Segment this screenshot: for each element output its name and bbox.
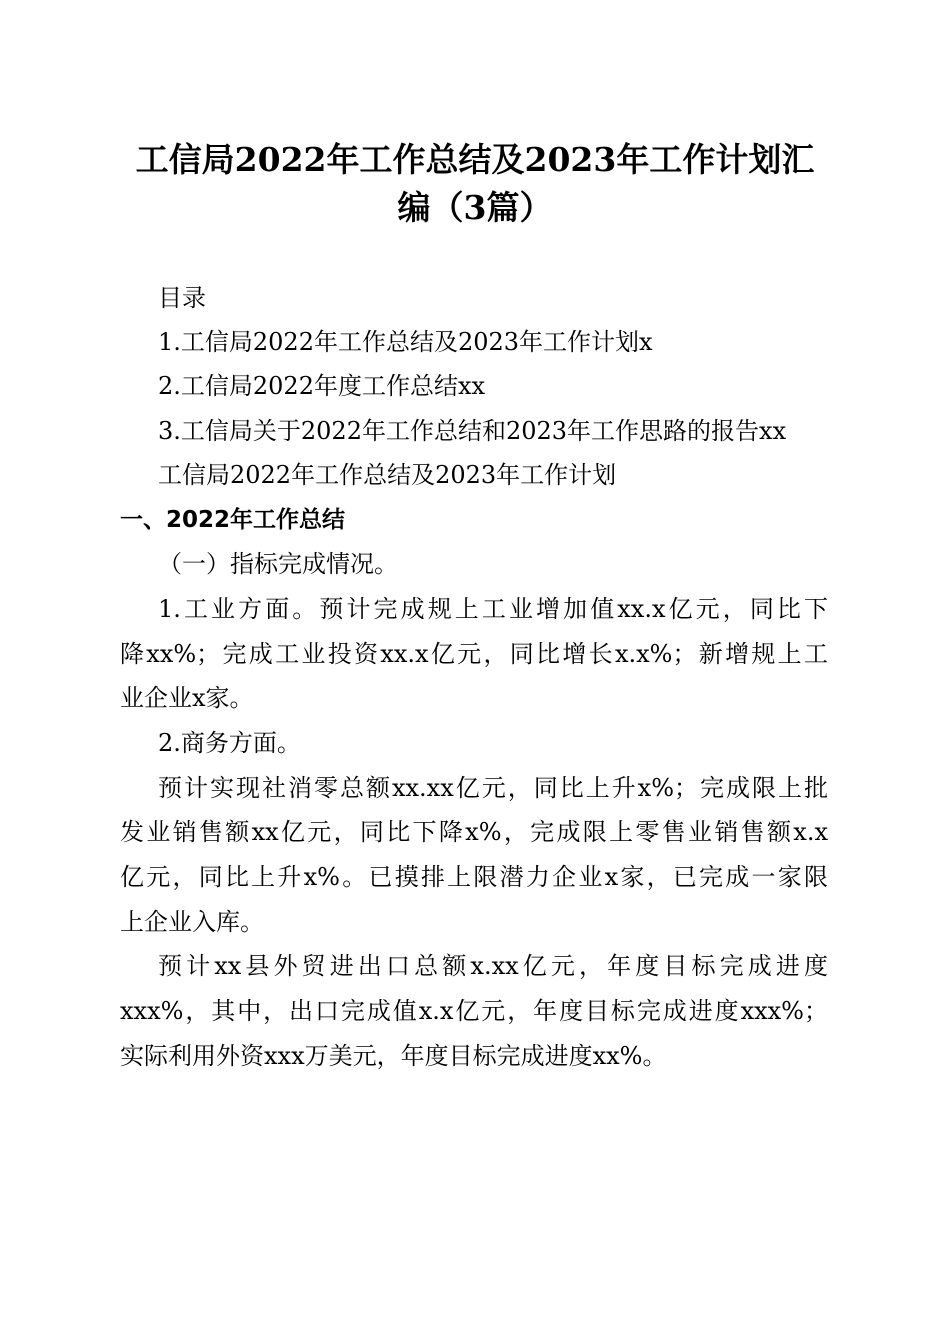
heading-level-1: 一、2022年工作总结 xyxy=(120,507,346,533)
paragraph-2-line-3: 亿元，同比上升x%。已摸排上限潜力企业x家，已完成一家限 xyxy=(120,863,828,891)
subheading-commerce: 2.商务方面。 xyxy=(158,729,301,757)
section-title: 工信局2022年工作总结及2023年工作计划 xyxy=(158,461,617,489)
paragraph-1-line-2: 降xx%；完成工业投资xx.x亿元，同比增长x.x%；新增规上工 xyxy=(120,640,828,668)
paragraph-3-line-2: xxx%，其中，出口完成值x.x亿元，年度目标完成进度xxx%； xyxy=(120,997,828,1025)
paragraph-2-line-1: 预计实现社消零总额xx.xx亿元，同比上升x%；完成限上批 xyxy=(158,774,828,802)
paragraph-1-line-3: 业企业x家。 xyxy=(120,684,254,712)
paragraph-2-line-2: 发业销售额xx亿元，同比下降x%，完成限上零售业销售额x.x xyxy=(120,818,828,846)
paragraph-1-line-1: 1.工业方面。预计完成规上工业增加值xx.x亿元，同比下 xyxy=(158,595,828,623)
toc-heading: 目录 xyxy=(158,284,206,312)
document-title-line-2: 编（3篇） xyxy=(397,188,553,227)
paragraph-3-line-3: 实际利用外资xxx万美元，年度目标完成进度xx%。 xyxy=(120,1042,667,1070)
document-title-line-1: 工信局2022年工作总结及2023年工作计划汇 xyxy=(135,140,815,179)
toc-item-2: 2.工信局2022年度工作总结xx xyxy=(158,372,486,400)
paragraph-2-line-4: 上企业入库。 xyxy=(120,908,264,936)
paragraph-3-line-1: 预计xx县外贸进出口总额x.xx亿元，年度目标完成进度 xyxy=(158,952,828,980)
heading-level-2: （一）指标完成情况。 xyxy=(158,550,398,578)
toc-item-3: 3.工信局关于2022年工作总结和2023年工作思路的报告xx xyxy=(158,417,787,445)
toc-item-1: 1.工信局2022年工作总结及2023年工作计划x xyxy=(158,328,653,356)
